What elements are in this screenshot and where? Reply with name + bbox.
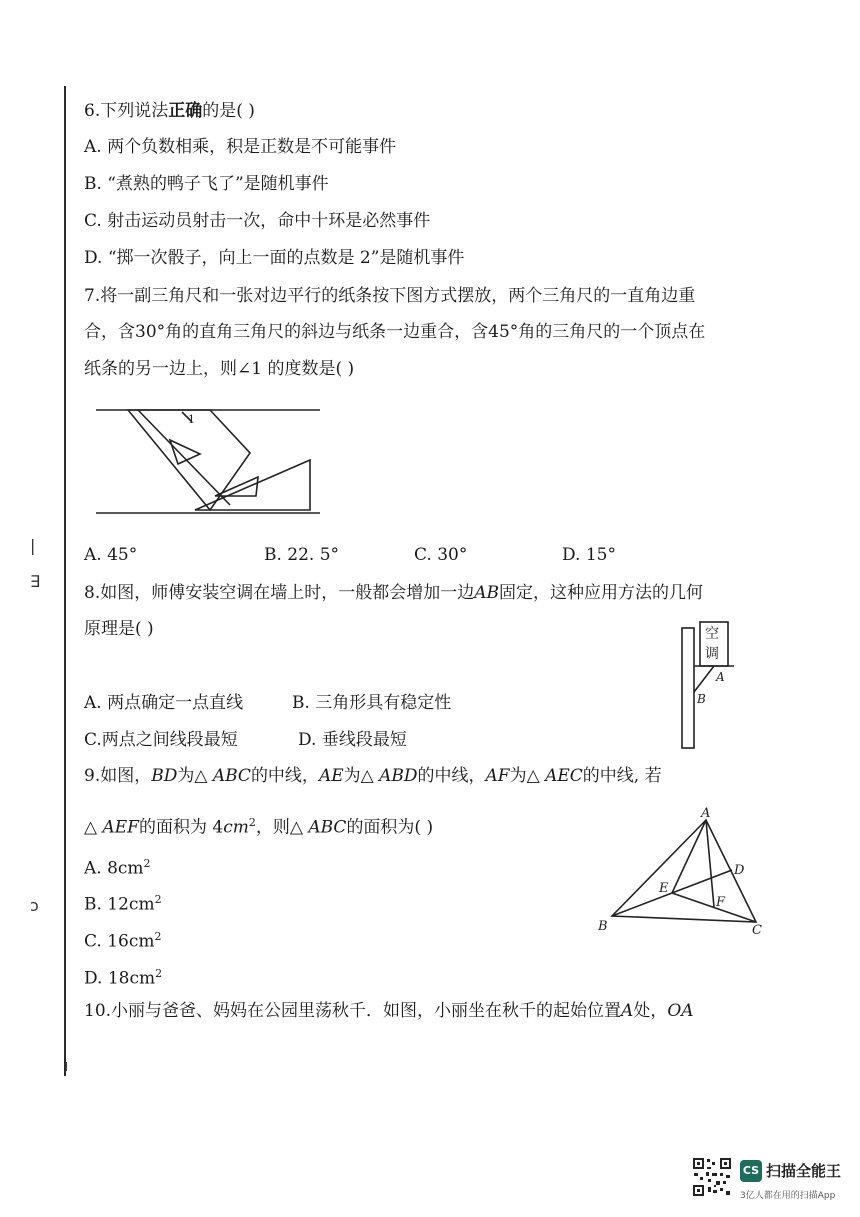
q6-option-c: C. 射击运动员射击一次，命中十环是必然事件	[84, 211, 431, 231]
q9-option-c-exp: 2	[154, 930, 162, 943]
q9-t: 的中线，	[417, 766, 486, 786]
q10-t: 处，	[633, 1001, 668, 1021]
q8-stem-math: AB	[474, 583, 499, 603]
q9-option-b	[84, 889, 162, 916]
q9-option-d	[84, 963, 162, 990]
q9-stem-line1	[84, 765, 662, 787]
q9-exp: 2	[248, 816, 256, 829]
edge-mark-1: |	[30, 536, 36, 555]
q6-stem-bold: 正确	[168, 101, 203, 121]
qr-code-icon	[692, 1157, 732, 1197]
edge-mark-2: ∃	[30, 572, 41, 591]
wall	[682, 628, 694, 748]
label-b: B	[598, 919, 608, 934]
q9-option-b-text: B. 12cm	[84, 894, 155, 915]
q6-option-d: D. “掷一次骰子，向上一面的点数是 2”是随机事件	[84, 248, 465, 268]
brand-tagline: 3亿人都在用的扫描App	[740, 1191, 836, 1201]
q9-m: ABC	[212, 766, 251, 786]
q9-option-c	[84, 926, 161, 953]
camscanner-logo: CS	[740, 1160, 762, 1182]
q9-m: AE	[318, 766, 344, 786]
triangle-30-hyp	[138, 410, 230, 505]
q7-stem-line2: 合，含30°角的直角三角尺的斜边与纸条一边重合，含45°角的三角尺的一个顶点在	[84, 322, 706, 342]
q9-m: AEF	[102, 817, 139, 838]
q8-stem-post: 固定，这种应用方法的几何	[499, 583, 703, 603]
edge-mark-4: ı	[64, 1056, 69, 1075]
point-a-label: A	[716, 670, 725, 684]
angle-1-label: 1	[188, 413, 195, 426]
triangle-45	[195, 460, 310, 510]
q8-option-a: A. 两点确定一点直线	[84, 693, 244, 713]
q8-stem-line2: 原理是( )	[84, 619, 154, 639]
brand-name: 扫描全能王	[766, 1162, 842, 1180]
q8-option-b: B. 三角形具有稳定性	[292, 693, 452, 713]
q10-m: OA	[667, 1001, 694, 1021]
margin-rule	[64, 86, 69, 1076]
label-f: F	[716, 895, 726, 910]
q7-stem-line1: 7.将一副三角尺和一张对边平行的纸条按下图方式摆放，两个三角尺的一直角边重	[84, 286, 696, 306]
q9-t: 为△	[509, 766, 546, 786]
q6-option-b: B. “煮熟的鸭子飞了”是随机事件	[84, 174, 329, 194]
q9-t: 的面积为( )	[346, 817, 434, 838]
q6-stem-post: 的是( )	[202, 101, 255, 121]
point-b-label: B	[697, 692, 706, 706]
q8-option-d: D. 垂线段最短	[298, 730, 407, 750]
q9-option-c-text: C. 16cm	[84, 931, 155, 952]
q9-option-d-exp: 2	[155, 967, 163, 980]
q9-option-a	[84, 853, 151, 880]
q9-t: 为△	[177, 766, 213, 786]
q7-stem-line3: 纸条的另一边上，则∠1 的度数是( )	[84, 359, 355, 379]
q10-stem-line1	[84, 1000, 694, 1022]
q9-m: ABD	[379, 766, 418, 786]
ac-text-1: 空	[705, 626, 719, 642]
q10-t: 10.小丽与爸爸、妈妈在公园里荡秋千．如图，小丽坐在秋千的起始位置	[84, 1001, 622, 1021]
q9-m: BD	[151, 766, 178, 786]
q9-option-a-text: A. 8cm	[84, 858, 144, 879]
triangle-30-hole	[170, 440, 200, 464]
q7-option-a: A. 45°	[84, 545, 138, 565]
q9-stem-line2	[84, 812, 433, 839]
q10-m: A	[621, 1001, 634, 1021]
q7-option-b: B. 22. 5°	[264, 545, 340, 565]
q9-t: ，则△	[255, 817, 309, 838]
label-d: D	[734, 863, 745, 878]
q9-t: 的中线, 若	[582, 766, 662, 786]
q7-figure	[90, 400, 330, 522]
q9-option-a-exp: 2	[143, 857, 151, 870]
q6-stem	[84, 100, 255, 122]
q9-t: 的中线，	[250, 766, 319, 786]
q9-option-b-exp: 2	[154, 893, 162, 906]
label-e: E	[659, 881, 669, 896]
q9-option-d-text: D. 18cm	[84, 968, 156, 989]
q8-stem-pre: 8.如图，师傅安装空调在墙上时，一般都会增加一边	[84, 583, 475, 603]
label-a: A	[701, 806, 711, 821]
q9-figure	[592, 804, 772, 940]
q7-option-d: D. 15°	[562, 545, 616, 565]
q9-area-value: 4	[212, 817, 224, 838]
edge-mark-3: ɔ	[30, 896, 39, 915]
q9-m: AEC	[545, 766, 583, 786]
q9-t: 为△	[343, 766, 380, 786]
q8-option-c: C.两点之间线段最短	[84, 730, 238, 750]
q8-figure	[676, 618, 738, 753]
ac-text-2: 调	[705, 646, 719, 662]
label-c: C	[752, 923, 762, 938]
q9-t: △	[84, 817, 103, 838]
q9-t: 的面积为	[138, 817, 213, 838]
q9-t: 9.如图，	[84, 766, 152, 786]
q9-m: ABC	[308, 817, 347, 838]
triangle-45-hole	[215, 477, 258, 496]
q6-option-a: A. 两个负数相乘，积是正数是不可能事件	[84, 137, 397, 157]
q9-m: cm	[223, 817, 249, 838]
q9-m: AF	[485, 766, 510, 786]
q6-stem-pre: 6.下列说法	[84, 101, 169, 121]
brace-ab	[694, 666, 714, 692]
q8-stem-line1	[84, 582, 703, 604]
q7-option-c: C. 30°	[414, 545, 468, 565]
